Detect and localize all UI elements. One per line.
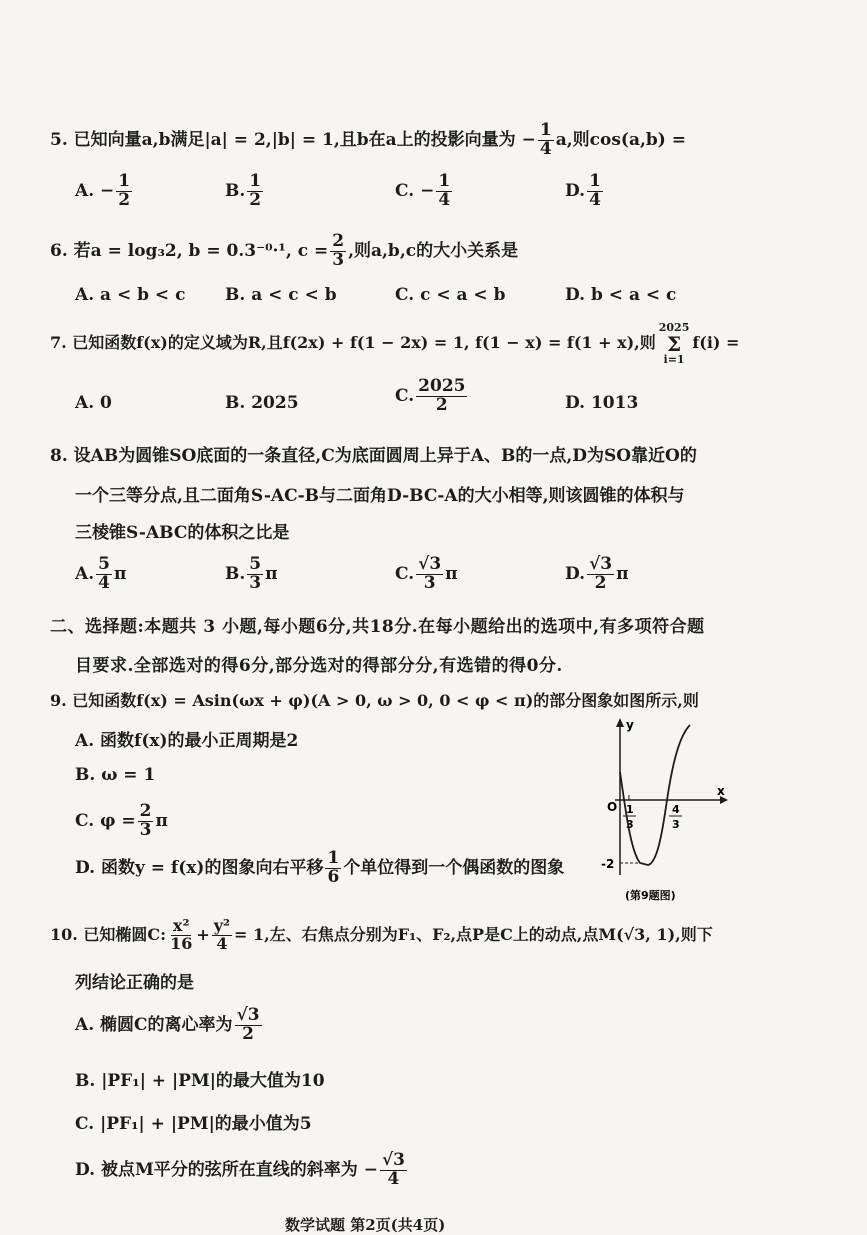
- page-footer: 数学试题 第2页(共4页): [285, 1216, 446, 1234]
- tick-label-four-thirds: [669, 803, 682, 831]
- q7-option-b: B. 2025: [225, 393, 299, 413]
- q6-option-a: A. a < b < c: [75, 285, 186, 305]
- q10-stem-line-2: 列结论正确的是: [75, 973, 194, 993]
- q6-option-b: B. a < c < b: [225, 285, 337, 305]
- q5-option-b: B. $\frac{1}{2}$: [225, 171, 262, 210]
- q10-option-d: D. 被点M平分的弦所在直线的斜率为 − $\frac{√3}{4}$: [75, 1150, 405, 1189]
- sine-curve: [620, 725, 690, 865]
- q5-stem: 5. 已知向量a,b满足|a| = 2,|b| = 1,且b在a上的投影向量为 − $\frac{1}{4}$ a,则cos(a,b) =: [50, 120, 686, 159]
- y-axis-label: y: [626, 718, 634, 732]
- q9-option-b: B. ω = 1: [75, 765, 156, 785]
- svg-text:3: 3: [672, 818, 680, 831]
- q6-stem: 6. 若a = log₃2, b = 0.3⁻⁰·¹, c = $\frac{2}{3}$ ,则a,b,c的大小关系是: [50, 231, 519, 270]
- q8-option-d: D. $\frac{√3}{2}$ π: [565, 554, 629, 593]
- q6-option-c: C. c < a < b: [395, 285, 506, 305]
- y-axis-arrow: [616, 718, 624, 727]
- q7-option-c: C. $\frac{2025}{2}$: [395, 376, 466, 415]
- section-2-heading-line-2: 目要求.全部选对的得6分,部分选对的得部分分,有选错的得0分.: [75, 656, 563, 676]
- graph-caption: (第9题图): [625, 889, 676, 902]
- q8-stem-line-1: 8. 设AB为圆锥SO底面的一条直径,C为底面圆周上异于A、B的一点,D为SO靠近O的: [50, 446, 697, 466]
- q7-stem: 7. 已知函数f(x)的定义域为R,且f(2x) + f(1 − 2x) = 1, f(1 − x) = f(1 + x),则 2025 Σ i=1 f(i) =: [50, 321, 740, 366]
- svg-text:4: 4: [672, 803, 680, 816]
- x-axis-label: x: [717, 784, 725, 798]
- q8-stem-line-2: 一个三等分点,且二面角S-AC-B与二面角D-BC-A的大小相等,则该圆锥的体积与: [75, 486, 685, 506]
- q10-option-b: B. |PF₁| + |PM|的最大值为10: [75, 1071, 325, 1091]
- q9-option-d: D. 函数y = f(x)的图象向右平移 $\frac{1}{6}$ 个单位得到一个偶函数的图象: [75, 848, 565, 887]
- q8-option-c: C. $\frac{√3}{3}$ π: [395, 554, 458, 593]
- q5-option-c: C. − $\frac{1}{4}$: [395, 171, 451, 210]
- q6-stem-fraction: $\frac{2}{3}$: [332, 231, 345, 270]
- origin-label: O: [607, 800, 618, 814]
- q9-stem: 9. 已知函数f(x) = Asin(ωx + φ)(A > 0, ω > 0, 0 < φ < π)的部分图象如图所示,则: [50, 691, 699, 710]
- q7-option-a: A. 0: [75, 393, 112, 413]
- y-min-label: -2: [601, 857, 615, 871]
- q9-option-c: C. φ = $\frac{2}{3}$ π: [75, 801, 168, 840]
- q8-option-a: A. $\frac{5}{4}$ π: [75, 554, 127, 593]
- q9-option-a: A. 函数f(x)的最小正周期是2: [75, 731, 299, 751]
- q10-stem: 10. 已知椭圆C: $\frac{\text{x²}}{16}$ + $\frac{\text{y²}}{4}$ = 1,左、右焦点分别为F₁、F₂,点P是C上的动点,点M(√3, 1),则下: [50, 916, 713, 953]
- q5-option-d: D. $\frac{1}{4}$: [565, 171, 601, 210]
- q10-option-c: C. |PF₁| + |PM|的最小值为5: [75, 1114, 312, 1134]
- q6-option-d: D. b < a < c: [565, 285, 677, 305]
- svg-text:1: 1: [626, 803, 634, 816]
- q9-sine-graph: [595, 715, 735, 905]
- svg-text:3: 3: [626, 818, 634, 831]
- section-2-heading-line-1: 二、选择题:本题共 3 小题,每小题6分,共18分.在每小题给出的选项中,有多项符合题: [50, 617, 705, 637]
- q8-option-b: B. $\frac{5}{3}$ π: [225, 554, 278, 593]
- q7-option-d: D. 1013: [565, 393, 639, 413]
- q5-option-a: A. − $\frac{1}{2}$: [75, 171, 131, 210]
- q5-stem-fraction: $\frac{1}{4}$: [539, 120, 552, 159]
- q8-stem-line-3: 三棱锥S-ABC的体积之比是: [75, 523, 290, 543]
- q10-option-a: A. 椭圆C的离心率为 $\frac{√3}{2}$: [75, 1005, 260, 1044]
- q7-summation: 2025 Σ i=1: [658, 321, 690, 366]
